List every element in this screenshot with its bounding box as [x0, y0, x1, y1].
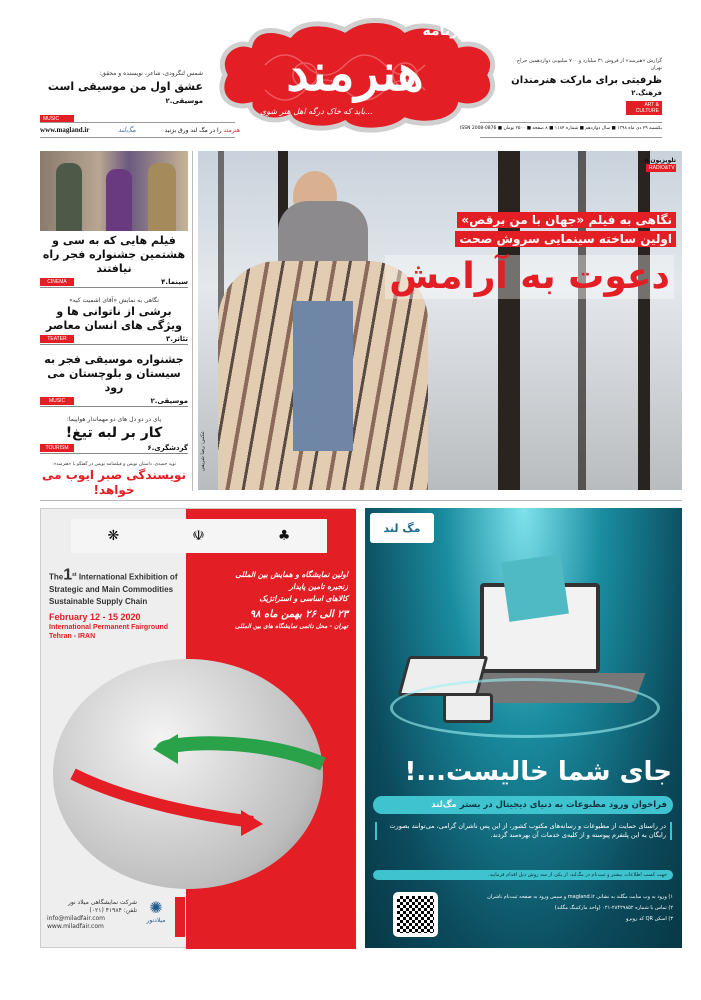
sidebar-story-2[interactable]: [40, 297, 188, 345]
issue-info: یکشنبه ۲۹ دی ماه ۱۳۹۸ ■ سال دوازدهم ■ شماره ۱۱۸۴ ■ ۸ صفحه ■ ۲۵۰۰ تومان ■ ISSN 2008-0876: [460, 126, 662, 131]
ad-title-line2: Strategic and Main Commodities: [49, 584, 174, 594]
ad-fa-date: ۲۳ الی ۲۶ بهمن ماه ۹۸: [249, 609, 348, 620]
company-name: شرکت نمایشگاهی میلاد نور: [67, 899, 137, 906]
headline: فیلم هایی که به سی و هشتمین جشنواره فجر راه نیافتند: [42, 234, 186, 275]
ad-title-line1: The1st International Exhibition of: [49, 566, 178, 584]
chamber-logo-icon: ♣: [277, 528, 291, 544]
headline: کار بر لبه تیغ!: [65, 424, 163, 441]
header-right-teaser[interactable]: [507, 58, 662, 116]
sidebar-story-1[interactable]: [40, 234, 188, 288]
header-left-teaser[interactable]: [40, 70, 203, 124]
company-email[interactable]: info@miladfair.com: [47, 915, 106, 922]
ad-title-line3: Sustainable Supply Chain: [49, 596, 148, 606]
exhibition-ad[interactable]: [40, 508, 355, 948]
ad-city: Tehran - IRAN: [49, 632, 96, 640]
ad-subheadline: فراخوان ورود مطبوعات به دنیای دیجیتال در بستر مگ‌لند: [373, 796, 673, 814]
ad-venue: International Permanent Fairground: [49, 623, 169, 631]
section-label: تلویزیون.۵: [644, 157, 676, 164]
ad-body: در راستای حمایت از مطبوعات و رسانه‌های مکتوب کشور، از این پس ناشران گرامی، می‌توانند بصورت رایگان به این پلتفرم پیوسته و از کلیه‌ی خدمات آن بهره‌مند گردند.: [375, 822, 672, 840]
logo-slogan: ...باید که خاک درگه اهل هنر شوی: [260, 107, 373, 116]
section-tag: CINEMA: [40, 278, 74, 286]
section-tag: MUSIC: [40, 115, 74, 123]
sidebar-story-5[interactable]: [40, 462, 188, 498]
headline: برشی از ناتوانی ها و ویژگی های انسان معاصر: [46, 304, 182, 332]
section-label: سینما.۴: [161, 278, 188, 286]
section-tag: ART & CULTURE: [626, 101, 662, 115]
headline: جشنواره موسیقی فجر به سیستان و بلوچستان می رود: [44, 353, 184, 394]
ad-fa-venue: تهران - محل دائمی نمایشگاه های بین المللی: [235, 623, 348, 630]
promo-text: را در مگ لند ورق بزنید: [164, 126, 224, 134]
main-story-section: [644, 157, 676, 172]
ad-note: جهت کسب اطلاعات بیشتر و ثبت‌نام در مگ‌لند، از یکی از سه روش ذیل اقدام فرمایید.: [373, 870, 673, 880]
ad-fa-line1: اولین نمایشگاه و همایش بین المللی: [235, 570, 348, 579]
magland-logo: مگ لند: [370, 513, 434, 543]
section-label: گردشگری.۶: [147, 443, 188, 452]
magland-url-link[interactable]: www.magland.ir: [40, 126, 90, 134]
ad-date: February 12 - 15 2020: [49, 611, 141, 622]
kicker: شمس لنگرودی، شاعر، نویسنده و محقق:: [99, 70, 203, 77]
step-1: ۱) ورود به وب سایت مگلند به نشانی magland.ir و سپس ورود به صفحه ثبت‌نام ناشران: [487, 894, 673, 900]
sidebar-story-3[interactable]: [40, 353, 188, 407]
section-label: فرهنگ.۲: [631, 89, 662, 97]
kicker: نگاهی به نمایش «آقای اشمیت کیه»: [69, 296, 159, 304]
sidebar-stories: [40, 234, 188, 498]
qr-code-icon[interactable]: [393, 892, 438, 937]
kicker: گزارش «هنرمند» از فروش ۳۱ میلیارد و ۷۰۰ میلیونی دوازدهمین حراج تهران: [516, 58, 662, 71]
logo-title: هنرمند: [286, 43, 424, 102]
sidebar-story-4[interactable]: [40, 416, 188, 454]
section-label: موسیقی.۲: [150, 397, 188, 405]
step-2: ۲) تماس با شماره ۲۸۴۲۹۸۵۲-۰۲۱ (واحد مارکتینگ مگلند): [554, 905, 673, 911]
photo-credit: عکس: رضا شریفی: [200, 431, 206, 472]
section-label: تئاتر.۳: [165, 334, 188, 343]
company-website[interactable]: www.miladfair.com: [47, 923, 104, 930]
step-3: ۳) اسکن QR کد روبرو: [626, 916, 673, 922]
promo-brand: هنرمند: [223, 126, 240, 134]
miladnoor-logo: ✺ میلادنور: [146, 898, 166, 924]
headline: نویسندگی صبر ایوب می خواهد!: [42, 468, 186, 497]
ad-fa-line2: زنجیره تامین پایدار: [289, 582, 348, 591]
section-tag: TOURISM: [40, 444, 74, 452]
section-label: موسیقی.۲: [165, 97, 203, 105]
magland-ad[interactable]: [365, 508, 682, 948]
headline: ظرفیتی برای مارکت هنرمندان: [511, 75, 662, 86]
globe-graphic: [53, 659, 323, 889]
main-story[interactable]: [198, 151, 682, 490]
newspaper-logo[interactable]: [205, 15, 505, 135]
kicker: پای در دو دل های دو مهماندار هواپیما:: [66, 415, 162, 423]
logo-prefix: روزنامه: [422, 23, 475, 39]
section-tag: RADIO&TV: [646, 164, 676, 172]
ad-headline: جای شما خالیست...!: [404, 757, 672, 787]
section-tag: TEATER: [40, 335, 74, 343]
sidebar-photo[interactable]: [40, 151, 188, 231]
organizer-logo-icon: ❋: [107, 528, 120, 544]
company-phone: تلفن: ۴۱۹۸۴ (۰۲۱): [89, 907, 137, 914]
headline: عشق اول من موسیقی است: [47, 80, 203, 93]
kicker: نوید حمیدی، داستان نویس و فیلمنامه نویس در گفتگو با «هنرمند»:: [52, 462, 176, 467]
main-headline: دعوت به آرامش: [385, 255, 674, 299]
magland-logo-icon: مگ‌لند: [118, 126, 136, 134]
subheadline-2: اولین ساخته سینمایی سروش صحت: [455, 231, 676, 247]
ad-fa-line3: کالاهای اساسی و استراتژیک: [259, 594, 348, 603]
subheadline-1: نگاهی به فیلم «جهان با من برقص»: [457, 212, 676, 228]
iran-emblem-icon: ☫: [192, 528, 205, 544]
section-tag: MUSIC: [40, 397, 74, 405]
